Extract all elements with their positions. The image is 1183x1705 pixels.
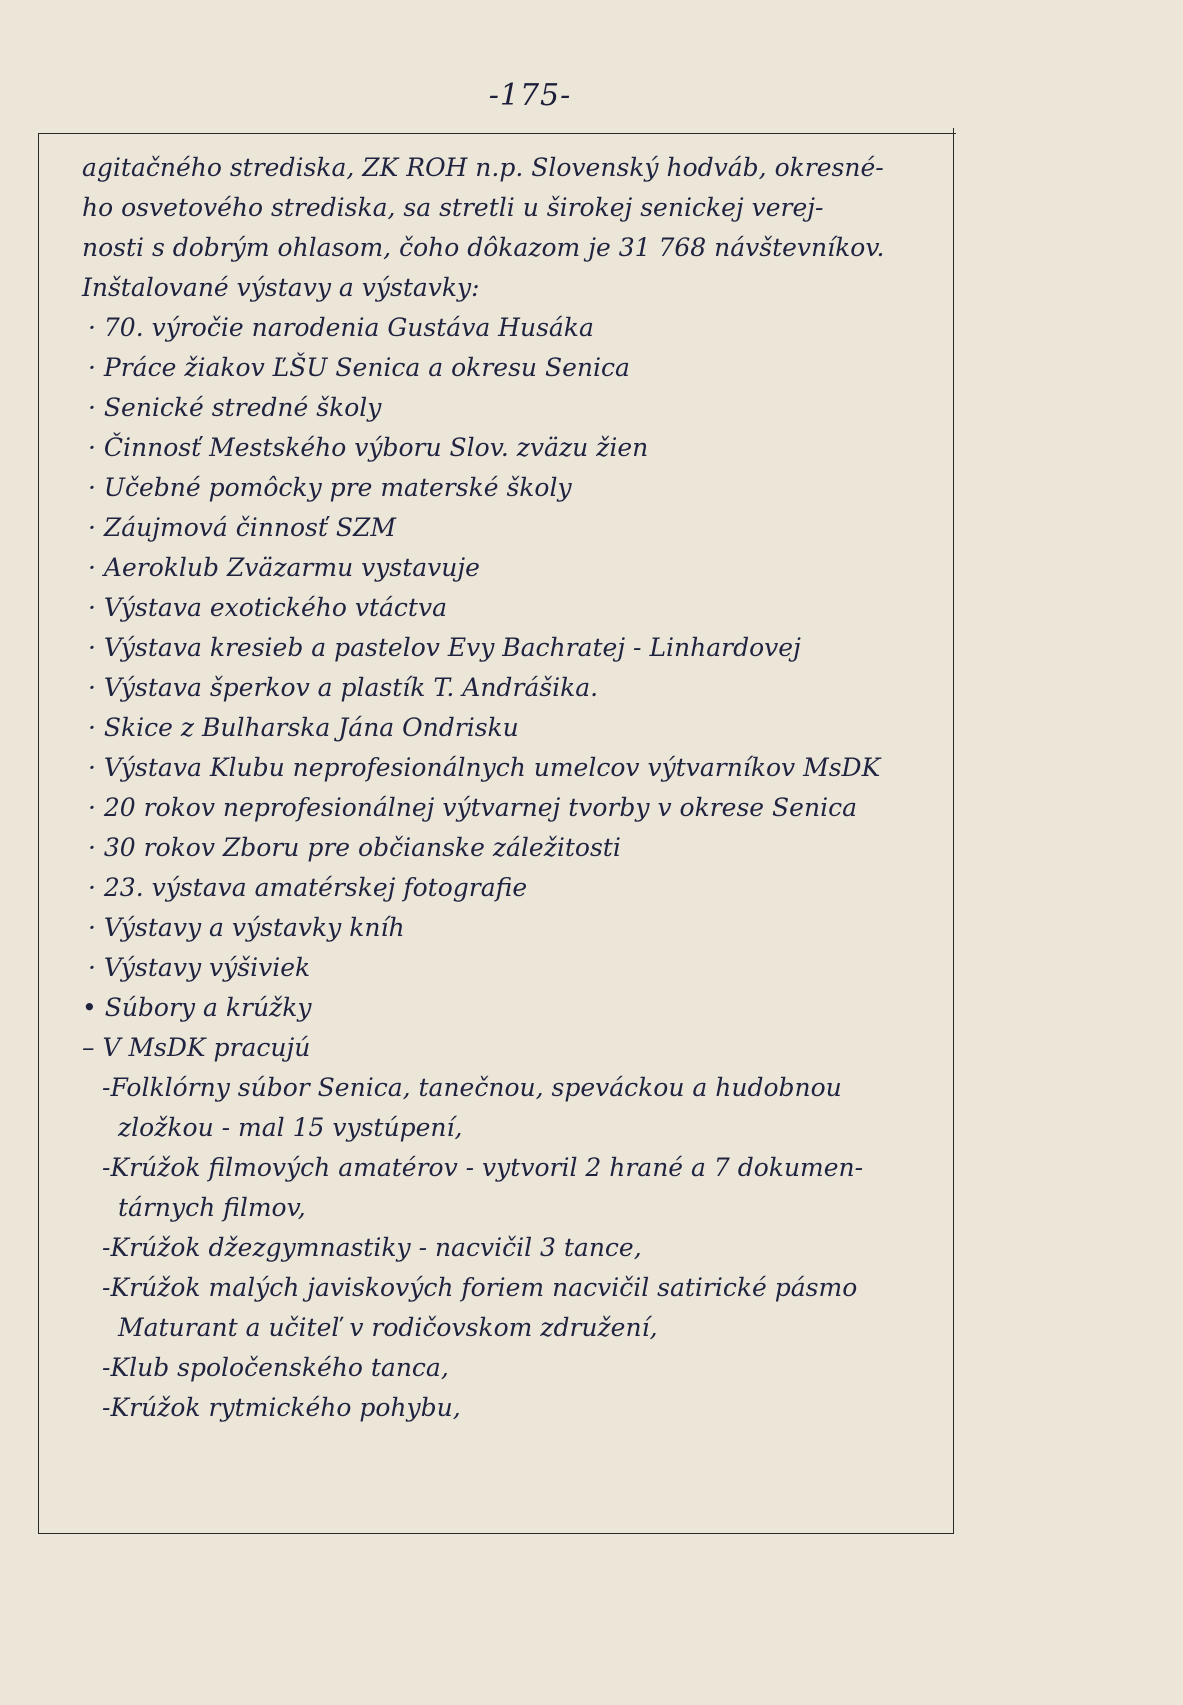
- subsection-heading: – V MsDK pracujú: [82, 1033, 311, 1062]
- text-line: agitačného strediska, ZK ROH n.p. Slovenský hodváb, okresné-: [82, 153, 884, 182]
- ensemble-item: -Klub spoločenského tanca,: [102, 1353, 449, 1382]
- exhibition-item: · Aeroklub Zväzarmu vystavuje: [88, 553, 480, 582]
- ensemble-item: -Krúžok filmových amatérov - vytvoril 2 hrané a 7 dokumen-: [102, 1153, 864, 1182]
- exhibition-item: · Výstavy a výstavky kníh: [88, 913, 405, 942]
- ensemble-item: -Krúžok malých javiskových foriem nacvičil satirické pásmo: [102, 1273, 858, 1302]
- exhibition-item: · 23. výstava amatérskej fotografie: [88, 873, 528, 902]
- frame-bottom-border: [38, 1533, 954, 1534]
- frame-left-border: [38, 133, 39, 1533]
- exhibition-item: · 70. výročie narodenia Gustáva Husáka: [88, 313, 594, 342]
- exhibition-item: · Práce žiakov ĽŠU Senica a okresu Senica: [88, 353, 630, 382]
- section-heading: • Súbory a krúžky: [82, 993, 312, 1022]
- ensemble-item-continuation: zložkou - mal 15 vystúpení,: [118, 1113, 463, 1142]
- exhibition-item: · Výstava exotického vtáctva: [88, 593, 447, 622]
- section-heading: Inštalované výstavy a výstavky:: [82, 273, 480, 302]
- ensemble-item: -Krúžok rytmického pohybu,: [102, 1393, 461, 1422]
- exhibition-item: · Záujmová činnosť SZM: [88, 513, 396, 542]
- exhibition-item: · Výstava šperkov a plastík T. Andrášika.: [88, 673, 599, 702]
- exhibition-item: · 20 rokov neprofesionálnej výtvarnej tvorby v okrese Senica: [88, 793, 857, 822]
- page-number: -175-: [488, 78, 572, 113]
- frame-top-border: [38, 133, 956, 134]
- ensemble-item-continuation: tárnych filmov,: [118, 1193, 306, 1222]
- exhibition-item: · 30 rokov Zboru pre občianske záležitosti: [88, 833, 621, 862]
- ensemble-item: -Krúžok džezgymnastiky - nacvičil 3 tance,: [102, 1233, 642, 1262]
- exhibition-item: · Výstavy výšiviek: [88, 953, 311, 982]
- exhibition-item: · Skice z Bulharska Jána Ondrisku: [88, 713, 519, 742]
- ensemble-item: -Folklórny súbor Senica, tanečnou, speváckou a hudobnou: [102, 1073, 842, 1102]
- exhibition-item: · Činnosť Mestského výboru Slov. zväzu žien: [88, 433, 649, 462]
- exhibition-item: · Senické stredné školy: [88, 393, 382, 422]
- exhibition-item: · Učebné pomôcky pre materské školy: [88, 473, 572, 502]
- exhibition-item: · Výstava kresieb a pastelov Evy Bachratej - Linhardovej: [88, 633, 801, 662]
- text-line: ho osvetového strediska, sa stretli u širokej senickej verej-: [82, 193, 824, 222]
- text-line: nosti s dobrým ohlasom, čoho dôkazom je 31 768 návštevníkov.: [82, 233, 885, 262]
- exhibition-item: · Výstava Klubu neprofesionálnych umelcov výtvarníkov MsDK: [88, 753, 881, 782]
- ensemble-item-continuation: Maturant a učiteľ v rodičovskom združení,: [118, 1313, 658, 1342]
- handwritten-text-block: [82, 148, 954, 1428]
